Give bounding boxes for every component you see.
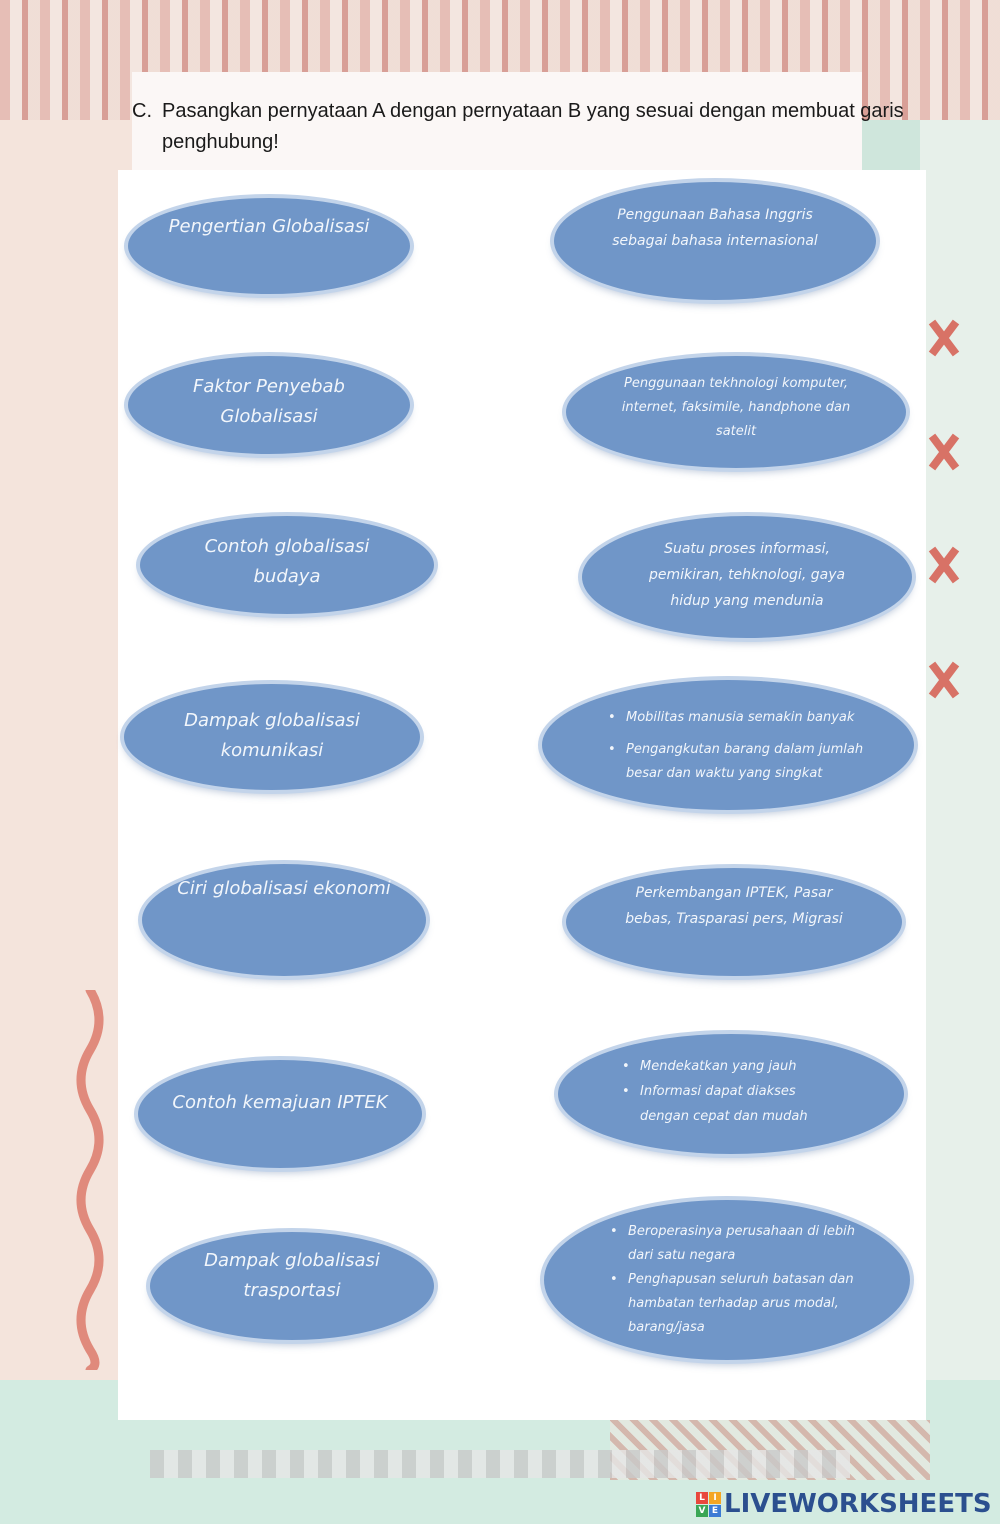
bullet-item: • Mendekatkan yang jauh [618, 1054, 848, 1079]
logo-mark-letter: V [696, 1505, 708, 1517]
decorative-cross-icon [928, 660, 960, 700]
statement-a-4[interactable]: Dampak globalisasi komunikasi [124, 684, 420, 790]
statement-b-7[interactable] [544, 1200, 910, 1360]
statement-b-2[interactable]: Penggunaan tekhnologi komputer, internet, faksimile, handphone dan satelit [566, 356, 906, 468]
logo-mark-letter: E [709, 1505, 721, 1517]
statement-b-5[interactable]: Perkembangan IPTEK, Pasar bebas, Trasparasi pers, Migrasi [566, 868, 902, 976]
question-text: Pasangkan pernyataan A dengan pernyataan B yang sesuai dengan membuat garis penghubung! [162, 100, 904, 153]
bullet-item: • Informasi dapat diakses dengan cepat dan mudah [618, 1079, 848, 1129]
bullet-item: • Beroperasinya perusahaan di lebih dari satu negara [606, 1220, 856, 1268]
statement-a-6[interactable]: Contoh kemajuan IPTEK [138, 1060, 422, 1168]
logo-text: LIVEWORKSHEETS [724, 1489, 992, 1519]
decorative-wave [70, 990, 110, 1370]
statement-a-1[interactable]: Pengertian Globalisasi [128, 198, 410, 294]
bullet-list [606, 1220, 856, 1340]
statement-a-5[interactable]: Ciri globalisasi ekonomi [142, 864, 426, 976]
question-instruction [132, 96, 912, 158]
bullet-list [618, 1054, 848, 1129]
decorative-cross-icon [928, 318, 960, 358]
statement-b-6[interactable] [558, 1034, 904, 1154]
bullet-item: • Penghapusan seluruh batasan dan hambatan terhadap arus modal, barang/jasa [606, 1268, 856, 1340]
liveworksheets-logo [694, 1484, 992, 1524]
logo-mark-letter: I [709, 1492, 721, 1504]
background-bottom-strip [150, 1450, 850, 1478]
logo-mark-letter: L [696, 1492, 708, 1504]
bullet-item: • Pengangkutan barang dalam jumlah besar dan waktu yang singkat [604, 738, 864, 786]
bullet-item: • Mobilitas manusia semakin banyak [604, 706, 864, 730]
statement-a-3[interactable]: Contoh globalisasi budaya [140, 516, 434, 614]
bullet-list [604, 706, 864, 786]
statement-b-3[interactable]: Suatu proses informasi, pemikiran, tehknologi, gaya hidup yang mendunia [582, 516, 912, 638]
background-right-panel [920, 120, 1000, 1380]
statement-b-4[interactable] [542, 680, 914, 810]
decorative-cross-icon [928, 432, 960, 472]
statement-b-1[interactable]: Penggunaan Bahasa Inggris sebagai bahasa internasional [554, 182, 876, 300]
decorative-cross-icon [928, 545, 960, 585]
statement-a-2[interactable]: Faktor Penyebab Globalisasi [128, 356, 410, 454]
question-letter: C. [132, 100, 152, 122]
statement-a-7[interactable]: Dampak globalisasi trasportasi [150, 1232, 434, 1340]
matching-worksheet [118, 170, 926, 1420]
logo-mark-icon [694, 1490, 722, 1518]
